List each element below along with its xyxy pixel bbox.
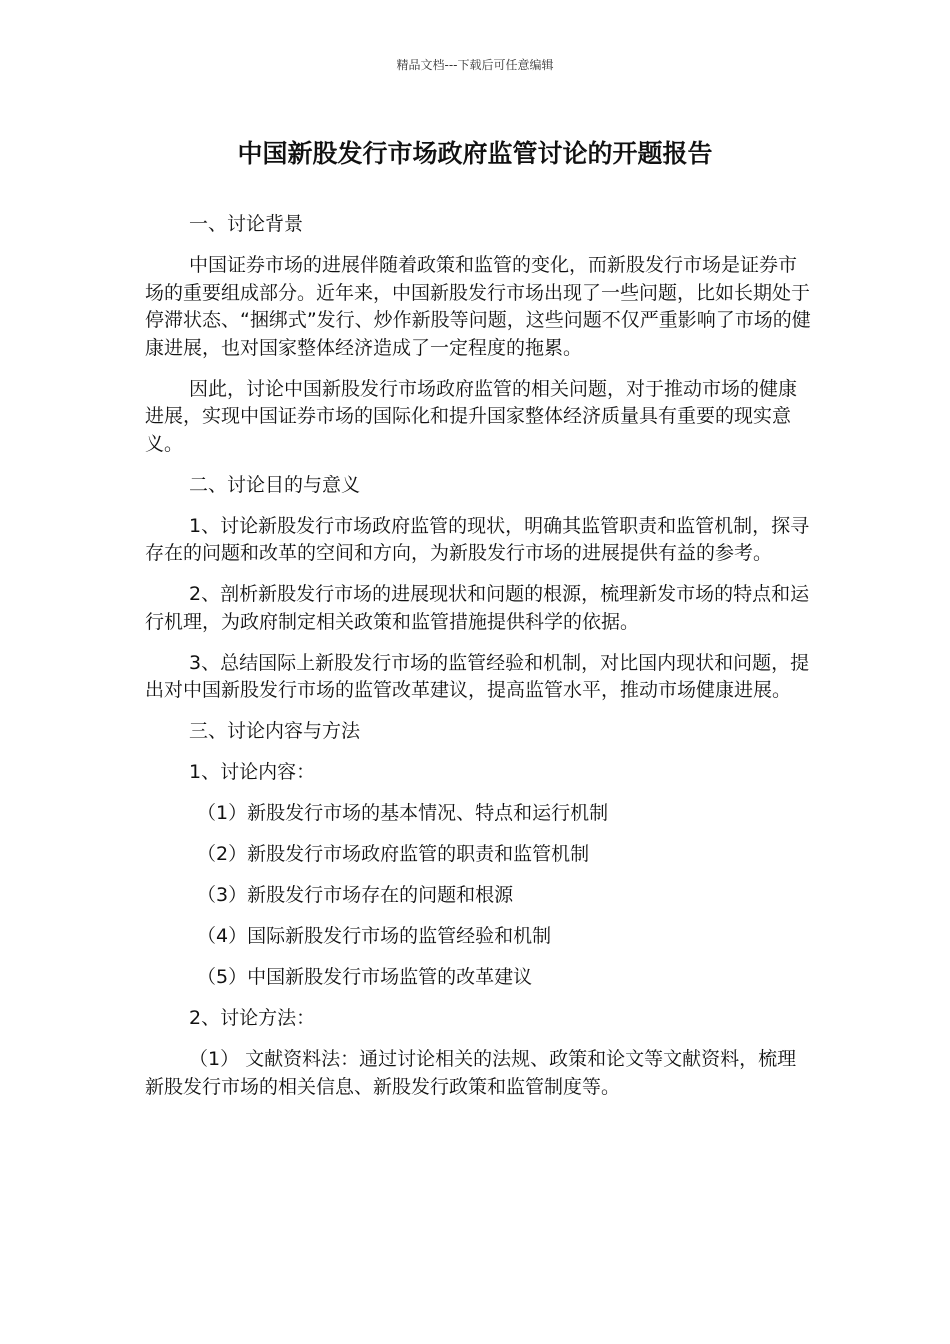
content-list-item: （5）中国新股发行市场监管的改革建议: [197, 966, 533, 988]
section-heading-purpose: 二、讨论目的与意义: [189, 473, 361, 496]
paragraph-method-1: （1） 文献资料法：通过讨论相关的法规、政策和论文等文献资料，梳理新股发行市场的相关信息、新股发行政策和监管制度等。: [145, 1048, 797, 1098]
paragraph-background-2: 因此，讨论中国新股发行市场政府监管的相关问题，对于推动市场的健康进展，实现中国证券市场的国际化和提升国家整体经济质量具有重要的现实意义。: [145, 377, 798, 455]
content-list-item: （1）新股发行市场的基本情况、特点和运行机制: [197, 802, 609, 824]
paragraph-background-1: 中国证券市场的进展伴随着政策和监管的变化，而新股发行市场是证券市场的重要组成部分。近年来，中国新股发行市场出现了一些问题，比如长期处于停滞状态、“捆绑式”发行、炒作新股等问题，这些问题不仅严重影响了市场的健康进展，也对国家整体经济造成了一定程度的拖累。: [145, 254, 811, 359]
content-list-item: （3）新股发行市场存在的问题和根源: [197, 884, 514, 906]
paragraph-purpose-1: 1、讨论新股发行市场政府监管的现状，明确其监管职责和监管机制，探寻存在的问题和改革的空间和方向，为新股发行市场的进展提供有益的参考。: [145, 514, 810, 564]
paragraph-purpose-2: 2、剖析新股发行市场的进展现状和问题的根源，梳理新发市场的特点和运行机理，为政府制定相关政策和监管措施提供科学的依据。: [145, 583, 810, 633]
section-heading-background: 一、讨论背景: [189, 213, 304, 235]
paragraph-purpose-3: 3、总结国际上新股发行市场的监管经验和机制，对比国内现状和问题，提出对中国新股发行市场的监管改革建议，提高监管水平，推动市场健康进展。: [145, 651, 810, 701]
document-body: [145, 211, 813, 1115]
subheading-method: 2、讨论方法：: [189, 1007, 316, 1029]
content-list-item: （2）新股发行市场政府监管的职责和监管机制: [197, 843, 590, 865]
content-list-item: （4）国际新股发行市场的监管经验和机制: [197, 925, 552, 947]
document-title: 中国新股发行市场政府监管讨论的开题报告: [237, 139, 713, 168]
section-heading-content-method: 三、讨论内容与方法: [189, 720, 361, 742]
page-header-note: 精品文档---下载后可任意编辑: [396, 58, 554, 72]
subheading-content: 1、讨论内容：: [189, 761, 316, 783]
